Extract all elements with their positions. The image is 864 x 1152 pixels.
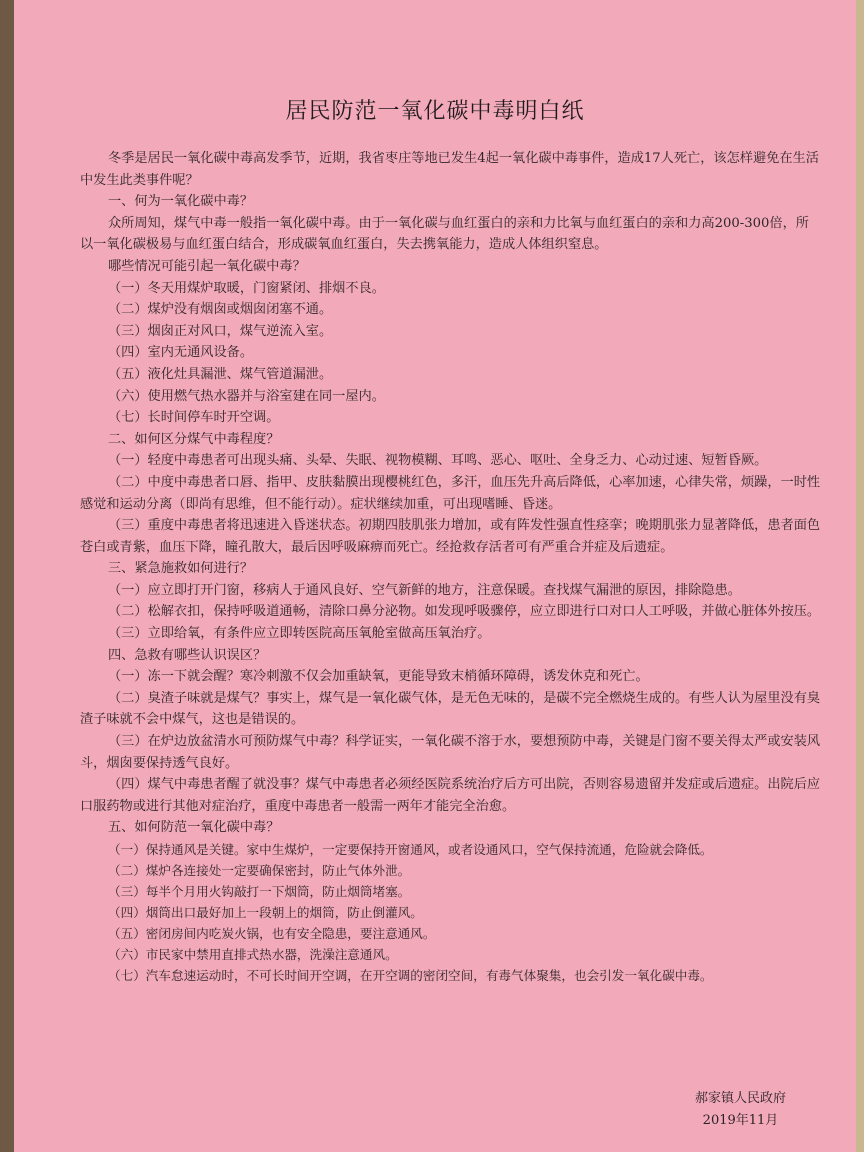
list-item: （三）立即给氧，有条件应立即转医院高压氧舱室做高压氧治疗。 [108, 626, 491, 642]
signature-org: 郝家镇人民政府 [694, 1091, 786, 1106]
list-item: （二）松解衣扣，保持呼吸道通畅，清除口鼻分泌物。如发现呼吸骤停，应立即进行口对口人工呼吸，并做心脏体外按压。 [108, 604, 821, 620]
list-item: （一）冬天用煤炉取暖，门窗紧闭、排烟不良。 [108, 280, 385, 296]
section-1-text: 众所周知，煤气中毒一般指一氧化碳中毒。由于一氧化碳与血红蛋白的亲和力比氧与血红蛋白的亲和力高200-300倍，所以一氧化碳极易与血红蛋白结合，形成碳氧血红蛋白，失去携氧能力，造成人体组织窒息。 [80, 215, 809, 253]
signature-block [695, 1088, 786, 1132]
section-heading-2: 二、如何区分煤气中毒程度？ [108, 431, 280, 447]
signature-date: 2019年11月 [702, 1113, 779, 1128]
list-item: （四）室内无通风设备。 [108, 345, 254, 361]
list-item: （二）煤炉没有烟囱或烟囱闭塞不通。 [108, 302, 333, 318]
section-heading-5: 五、如何防范一氧化碳中毒？ [108, 820, 280, 836]
page-title: 居民防范一氧化碳中毒明白纸 [285, 99, 585, 124]
list-item: （五）密闭房间内吃炭火锅，也有安全隐患，要注意通风。 [108, 926, 436, 941]
section-heading-1: 一、何为一氧化碳中毒？ [108, 194, 254, 210]
list-item: （四）煤气中毒患者醒了就没事？煤气中毒患者必须经医院系统治疗后方可出院，否则容易遗留并发症或后遗症。出院后应口服药物或进行其他对症治疗，重度中毒患者一般需一两年才能完全治愈。 [80, 777, 821, 814]
list-item: （三）重度中毒患者将迅速进入昏迷状态。初期四肢肌张力增加，或有阵发性强直性痉挛；晚期肌张力显著降低，患者面色苍白或青紫，血压下降，瞳孔散大，最后因呼吸麻痹而死亡。经抢救存活者可有严重合并症及后遗症。 [80, 518, 821, 555]
list-item: （七）长时间停车时开空调。 [108, 410, 280, 426]
section-heading-4: 四、急救有哪些认识误区？ [108, 647, 267, 663]
section-heading-3: 三、紧急施救如何进行？ [108, 561, 254, 577]
list-item: （二）中度中毒患者口唇、指甲、皮肤黏膜出现樱桃红色，多汗，血压先升高后降低，心率加速，心律失常，烦躁，一时性感觉和运动分离（即尚有思维，但不能行动）。症状继续加重，可出现嗜睡、昏迷。 [80, 474, 821, 512]
list-item: （七）汽车怠速运动时，不可长时间开空调，在开空调的密闭空间，有毒气体聚集，也会引发一氧化碳中毒。 [108, 968, 713, 983]
list-item: （三）烟囱正对风口，煤气逆流入室。 [108, 323, 333, 339]
list-item: （一）应立即打开门窗，移病人于通风良好、空气新鲜的地方，注意保暖。查找煤气漏泄的原因，排除隐患。 [108, 582, 741, 598]
list-item: （六）市民家中禁用直排式热水器，洗澡注意通风。 [108, 947, 398, 962]
notice-body [80, 148, 822, 986]
section-1-subheading: 哪些情况可能引起一氧化碳中毒？ [108, 258, 306, 274]
list-item: （四）烟筒出口最好加上一段朝上的烟筒，防止倒灌风。 [108, 905, 423, 920]
list-item: （六）使用燃气热水器并与浴室建在同一屋内。 [108, 388, 385, 404]
list-item: （一）冻一下就会醒？寒冷刺激不仅会加重缺氧，更能导致末梢循环障碍，诱发休克和死亡。 [108, 669, 649, 685]
intro-paragraph: 冬季是居民一氧化碳中毒高发季节，近期，我省枣庄等地已发生4起一氧化碳中毒事件，造成17人死亡，该怎样避免在生活中发生此类事件呢？ [80, 151, 819, 188]
list-item: （五）液化灶具漏泄、煤气管道漏泄。 [108, 366, 333, 382]
list-item: （一）轻度中毒患者可出现头痛、头晕、失眠、视物模糊、耳鸣、恶心、呕吐、全身乏力、心动过速、短暂昏厥。 [108, 453, 768, 469]
list-item: （一）保持通风是关键。家中生煤炉，一定要保持开窗通风，或者设通风口，空气保持流通，危险就会降低。 [108, 842, 713, 857]
notice-sheet [14, 0, 856, 1152]
list-item: （二）煤炉各连接处一定要确保密封，防止气体外泄。 [108, 863, 411, 878]
section-5-list [80, 839, 822, 986]
list-item: （二）臭渣子味就是煤气？事实上，煤气是一氧化碳气体，是无色无味的，是碳不完全燃烧生成的。有些人认为屋里没有臭渣子味就不会中煤气，这也是错误的。 [80, 690, 821, 728]
list-item: （三）每半个月用火钩敲打一下烟筒，防止烟筒堵塞。 [108, 884, 411, 899]
list-item: （三）在炉边放盆清水可预防煤气中毒？科学证实，一氧化碳不溶于水，要想预防中毒，关键是门窗不要关得太严或安装风斗，烟囱要保持透气良好。 [80, 734, 821, 771]
